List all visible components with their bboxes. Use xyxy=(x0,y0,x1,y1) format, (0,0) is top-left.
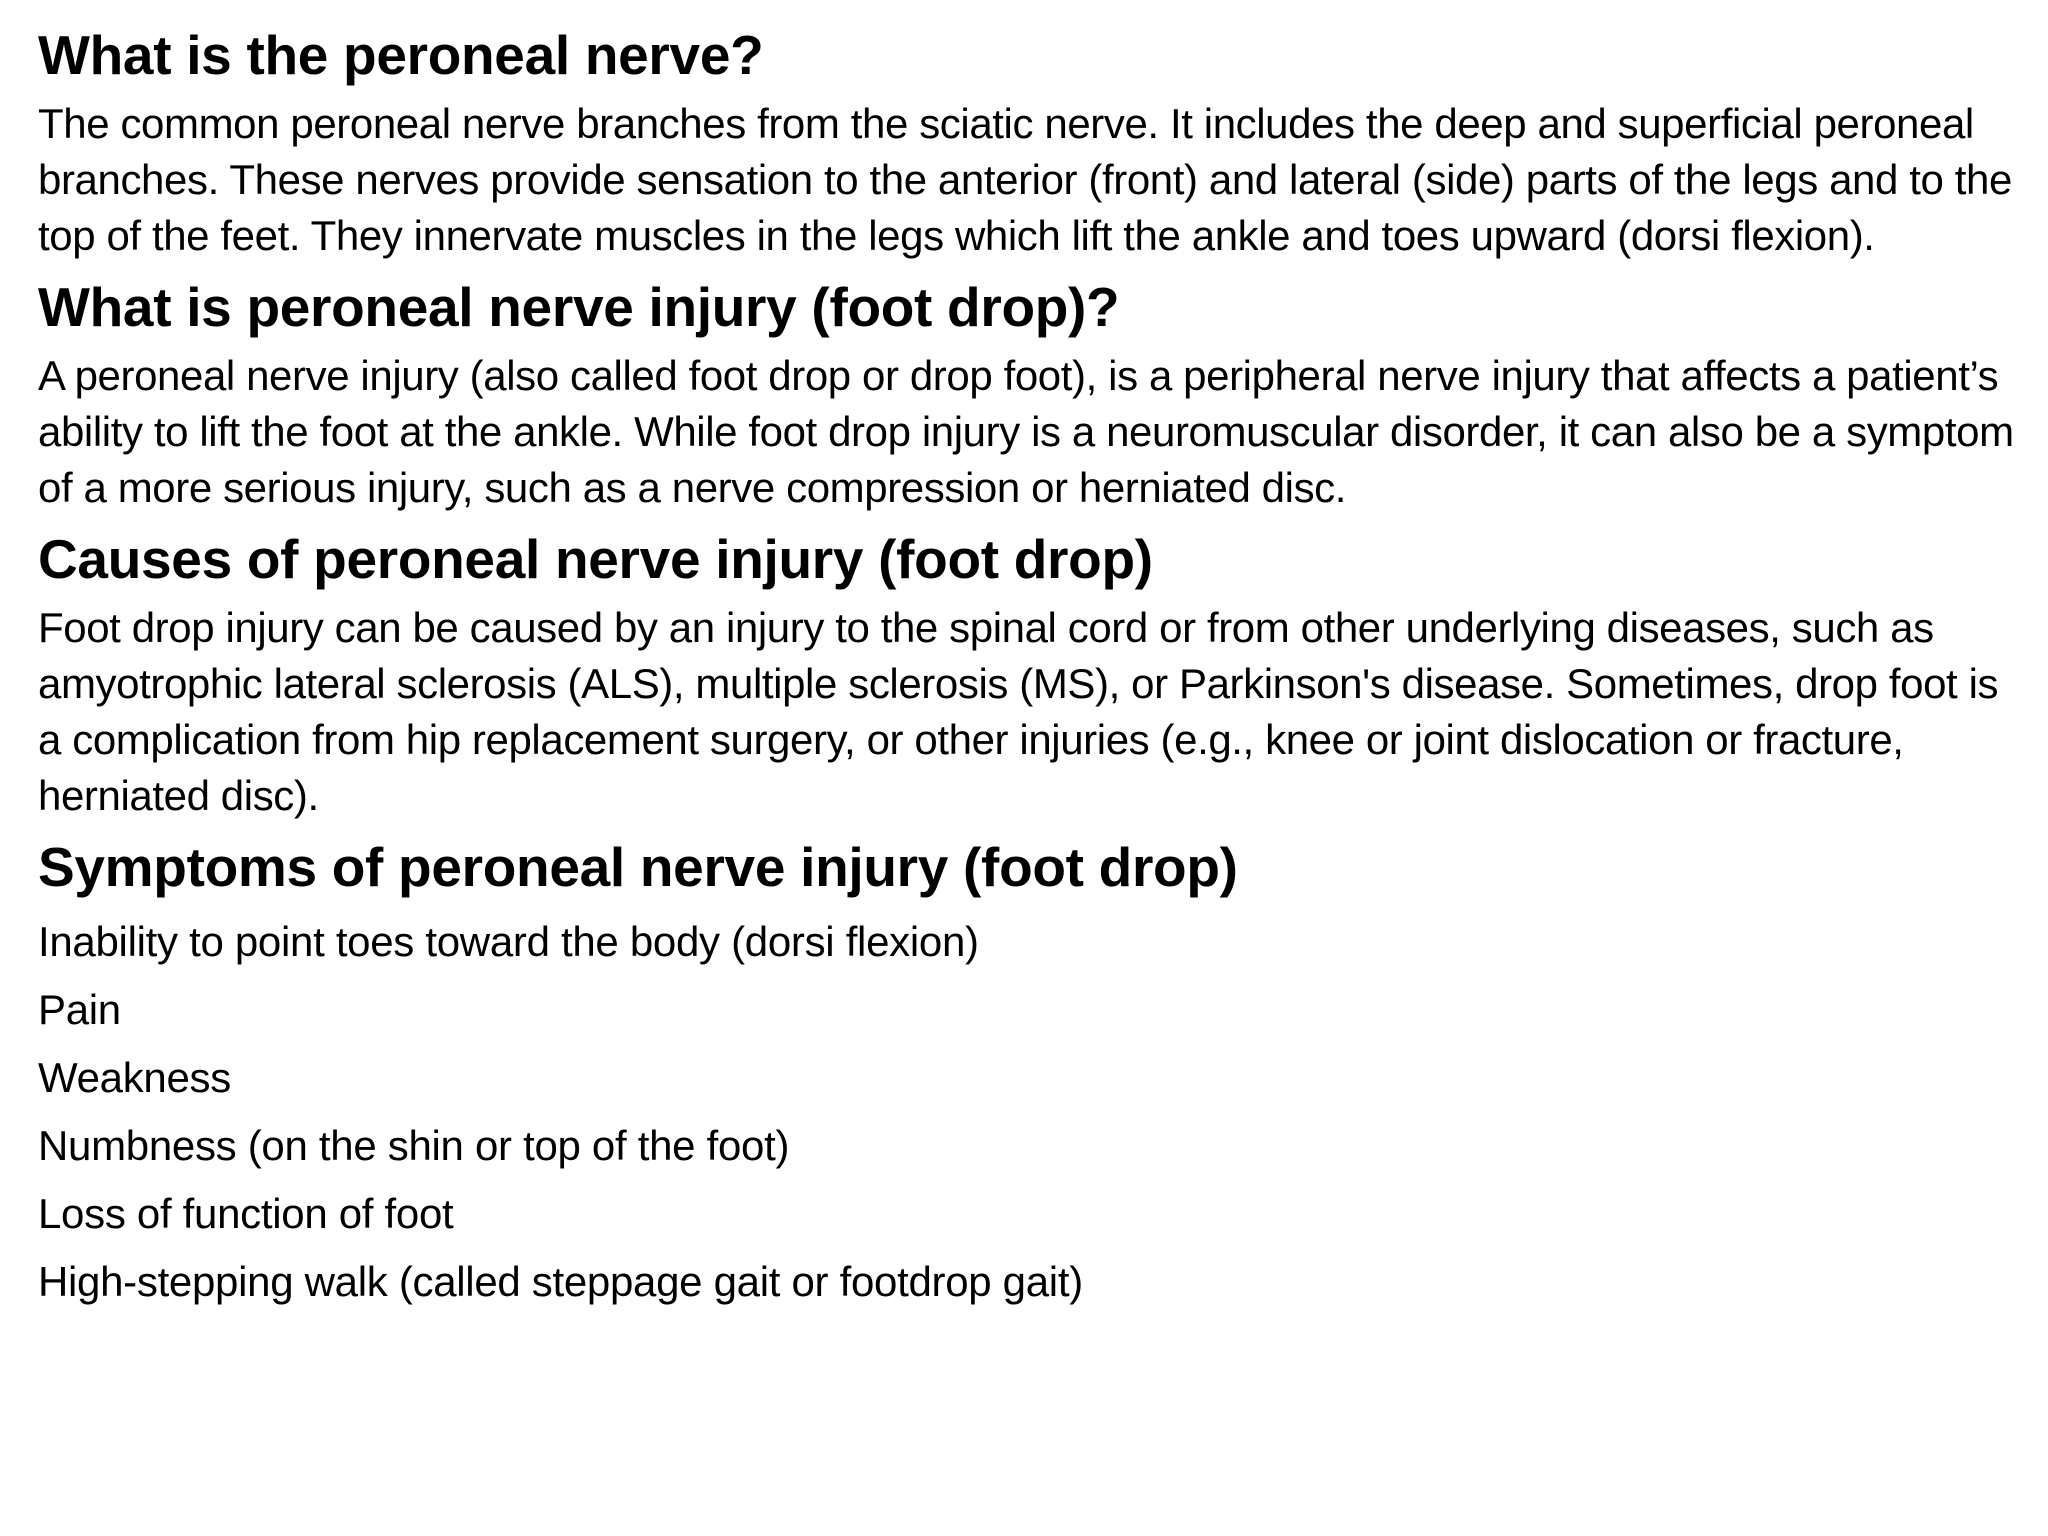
section-heading: Causes of peroneal nerve injury (foot drop) xyxy=(38,528,1153,590)
section-heading: What is the peroneal nerve? xyxy=(38,24,764,86)
list-item: Numbness (on the shin or top of the foot) xyxy=(38,1122,790,1169)
list-item: Inability to point toes toward the body (dorsi flexion) xyxy=(38,918,979,965)
section-what-is-peroneal-nerve xyxy=(38,22,2028,264)
section-heading: What is peroneal nerve injury (foot drop)? xyxy=(38,276,1120,338)
symptom-list xyxy=(38,908,2028,1316)
section-body: A peroneal nerve injury (also called foot drop or drop foot), is a peripheral nerve injury that affects a patient’s ability to lift the foot at the ankle. While foot drop injury is a neuromuscular disorder, it can also be a symptom of a more serious injury, such as a nerve compression or herniated disc. xyxy=(38,352,2014,511)
section-heading: Symptoms of peroneal nerve injury (foot drop) xyxy=(38,836,1238,898)
section-what-is-injury xyxy=(38,274,2028,516)
section-body: Foot drop injury can be caused by an injury to the spinal cord or from other underlying diseases, such as amyotrophic lateral sclerosis (ALS), multiple sclerosis (MS), or Parkinson's disease. Sometimes, drop foot is a complication from hip replacement surgery, or other injuries (e.g., knee or joint dislocation or fracture, herniated disc). xyxy=(38,604,1999,819)
list-item: Pain xyxy=(38,986,121,1033)
section-causes xyxy=(38,526,2028,824)
section-symptoms xyxy=(38,834,2028,1316)
list-item: High-stepping walk (called steppage gait or footdrop gait) xyxy=(38,1258,1083,1305)
slide-content xyxy=(38,22,2028,1316)
list-item: Weakness xyxy=(38,1054,231,1101)
list-item: Loss of function of foot xyxy=(38,1190,454,1237)
section-body: The common peroneal nerve branches from the sciatic nerve. It includes the deep and superficial peroneal branches. These nerves provide sensation to the anterior (front) and lateral (side) parts of the legs and to the top of the feet. They innervate muscles in the legs which lift the ankle and toes upward (dorsi flexion). xyxy=(38,100,2012,259)
